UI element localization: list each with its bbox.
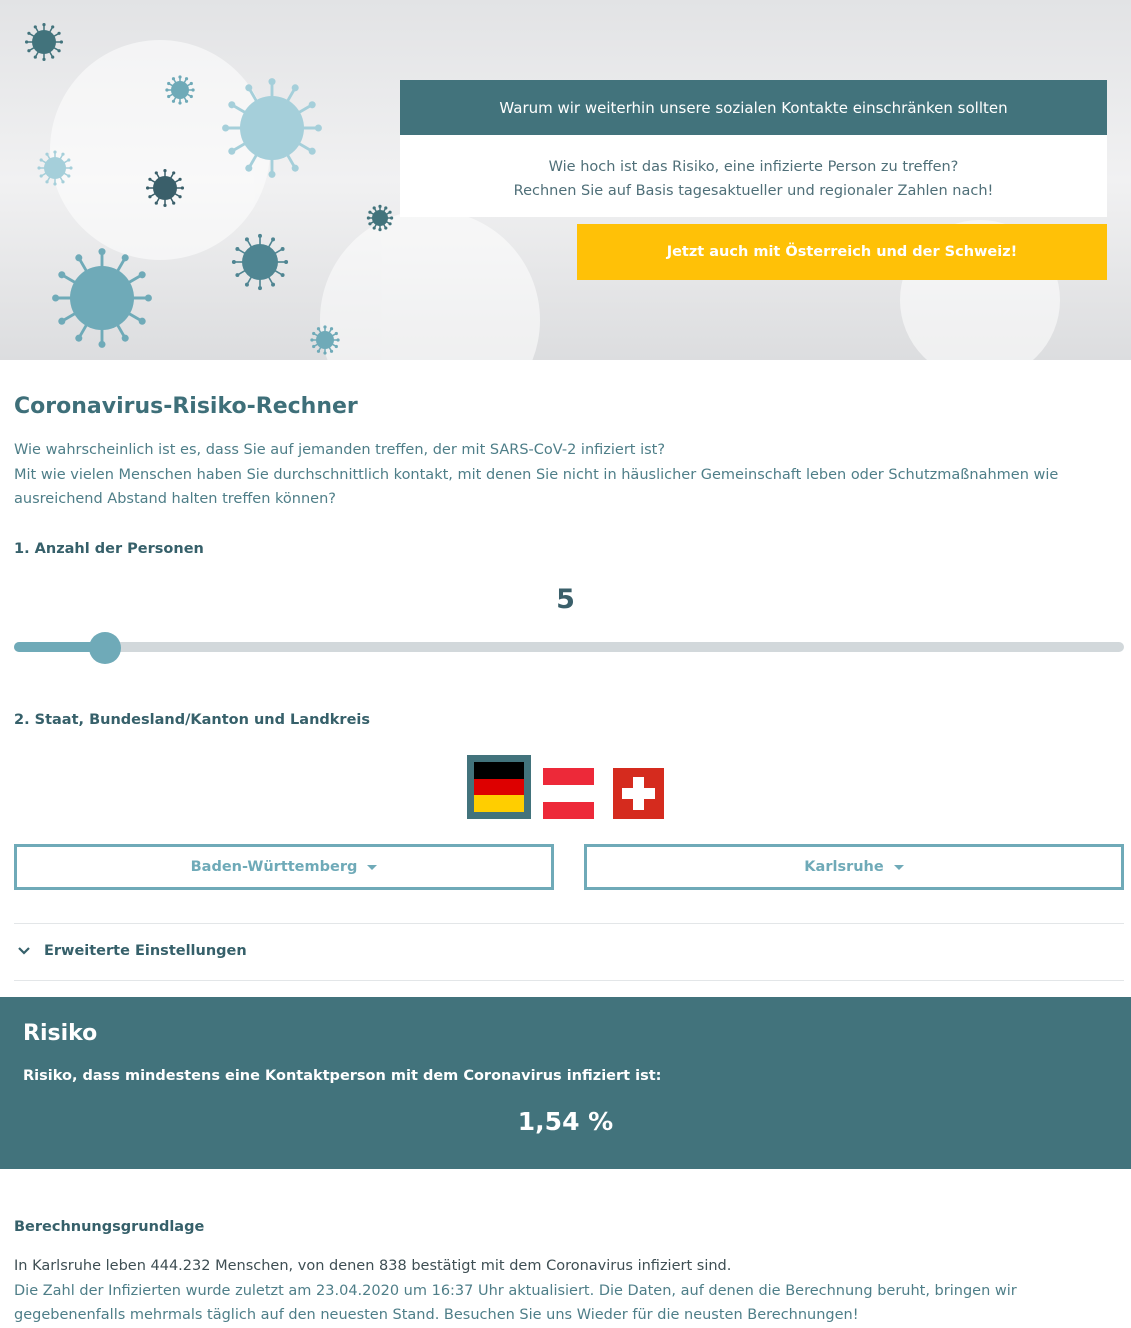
- state-dropdown[interactable]: [14, 844, 554, 890]
- page-title: Coronavirus-Risiko-Rechner: [14, 394, 358, 419]
- chevron-down-icon: [18, 947, 30, 955]
- basis-title: Berechnungsgrundlage: [14, 1219, 205, 1235]
- hero-section: [0, 0, 1131, 360]
- persons-slider-track[interactable]: [14, 642, 1124, 652]
- advanced-settings-toggle[interactable]: [14, 938, 247, 964]
- divider: [14, 980, 1124, 981]
- intro-description: Mit wie vielen Menschen haben Sie durchschnittlich kontakt, mit denen Sie nicht in häuslicher Gemeinschaft leben oder Schutzmaßnahmen wie ausreichend Abstand halten treffen können?: [14, 466, 1059, 507]
- country-selector: [467, 755, 667, 819]
- basis-update-note: Die Zahl der Infizierten wurde zuletzt am 23.04.2020 um 16:37 Uhr aktualisiert. Die Daten, auf denen die Berechnung beruht, bringen wir gegebenenfalls mehrmals täglich auf den neuesten Stand. Besuchen Sie uns Wieder für die neusten Berechnungen!: [14, 1282, 1017, 1323]
- divider: [14, 923, 1124, 924]
- virus-icon: [25, 23, 63, 61]
- hero-banner: Warum wir weiterhin unsere sozialen Kontakte einschränken sollten: [400, 80, 1107, 135]
- basis-text: [14, 1254, 1119, 1328]
- risk-value: 1,54 %: [517, 1107, 614, 1136]
- persons-label: 1. Anzahl der Personen: [14, 541, 204, 557]
- flag-switzerland[interactable]: [613, 768, 664, 819]
- hero-info-box: [400, 135, 1107, 217]
- risk-title: Risiko: [23, 1021, 98, 1046]
- state-dropdown-label: Baden-Württemberg: [190, 859, 358, 875]
- district-dropdown-label: Karlsruhe: [804, 859, 884, 875]
- intro-text: [14, 438, 1119, 512]
- hero-question: Wie hoch ist das Risiko, eine infizierte Person zu treffen?: [548, 159, 959, 175]
- flag-germany[interactable]: [467, 755, 531, 819]
- risk-panel: [0, 997, 1131, 1169]
- virus-icon: [232, 234, 288, 290]
- caret-down-icon: [894, 865, 904, 870]
- persons-value: 5: [556, 584, 575, 615]
- flag-austria[interactable]: [543, 768, 594, 819]
- intro-question: Wie wahrscheinlich ist es, dass Sie auf jemanden treffen, der mit SARS-CoV-2 infiziert ist?: [14, 442, 666, 458]
- risk-subtitle: Risiko, dass mindestens eine Kontaktperson mit dem Coronavirus infiziert ist:: [23, 1068, 662, 1084]
- persons-slider-handle[interactable]: [89, 632, 121, 664]
- district-dropdown[interactable]: [584, 844, 1124, 890]
- basis-population: In Karlsruhe leben 444.232 Menschen, von denen 838 bestätigt mit dem Coronavirus infiziert sind.: [14, 1258, 732, 1274]
- caret-down-icon: [367, 865, 377, 870]
- hero-subline: Rechnen Sie auf Basis tagesaktueller und regionaler Zahlen nach!: [513, 183, 994, 199]
- location-label: 2. Staat, Bundesland/Kanton und Landkreis: [14, 712, 371, 728]
- countries-cta-button[interactable]: Jetzt auch mit Österreich und der Schweiz!: [577, 224, 1107, 280]
- advanced-settings-label: Erweiterte Einstellungen: [44, 943, 247, 959]
- virus-icon: [52, 248, 152, 348]
